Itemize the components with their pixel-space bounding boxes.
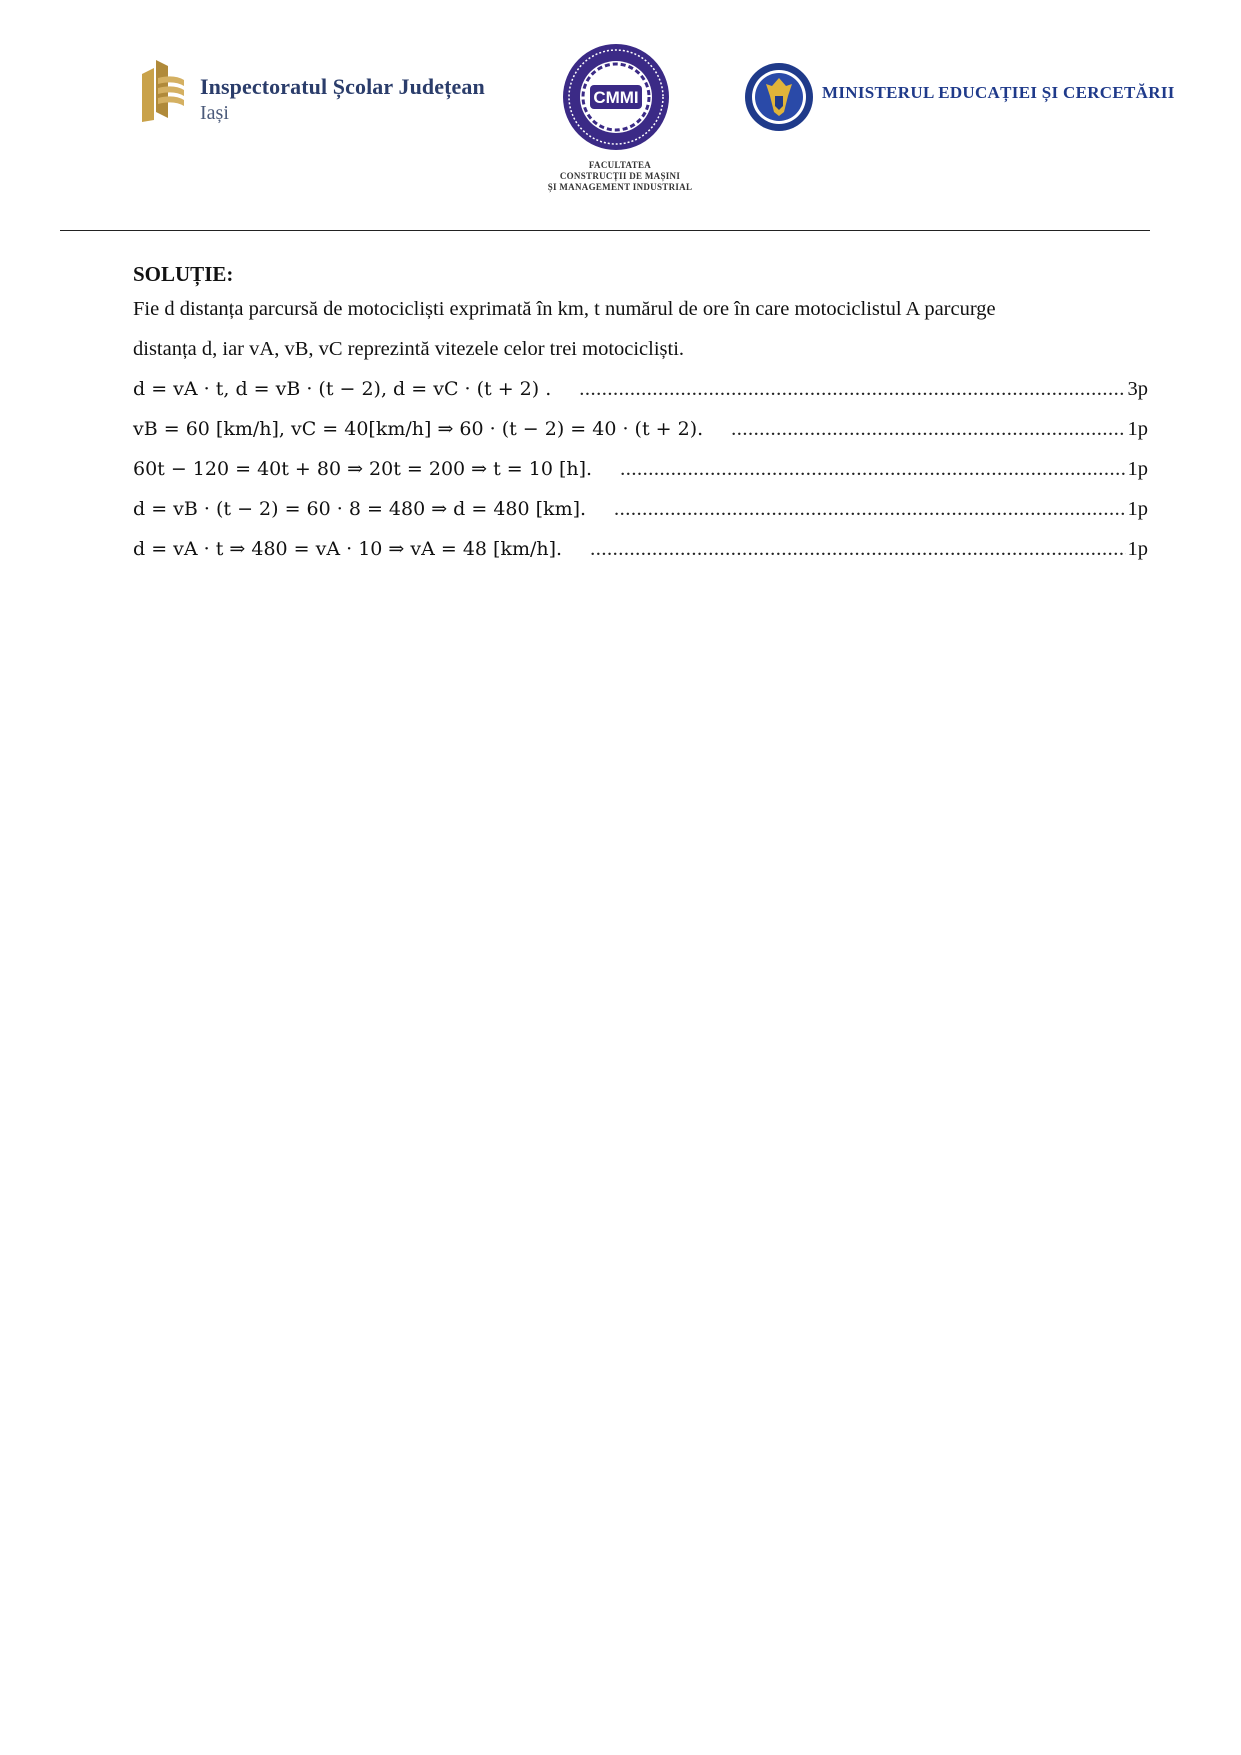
step-points: 1p bbox=[1127, 538, 1148, 560]
inspectorate-logo-icon bbox=[138, 58, 188, 124]
faculty-line-2: CONSTRUCȚII DE MAȘINI bbox=[559, 171, 681, 181]
step-expression: 60t − 120 = 40t + 80 ⇒ 20t = 200 ⇒ t = 10 [h]. bbox=[133, 458, 593, 480]
cmmi-seal-text: CMMI bbox=[593, 88, 639, 107]
step-expression: vB = 60 [km/h], vC = 40[km/h] ⇒ 60 · (t − 2) = 40 · (t + 2). bbox=[133, 418, 704, 440]
cmmi-seal-logo bbox=[560, 42, 672, 152]
step-expression: d = vB · (t − 2) = 60 · 8 = 480 ⇒ d = 480 [km]. bbox=[133, 498, 587, 520]
ministry-name: MINISTERUL EDUCAȚIEI ȘI CERCETĂRII bbox=[822, 83, 1175, 102]
inspectorate-city: Iași bbox=[200, 102, 229, 124]
faculty-name bbox=[520, 160, 720, 193]
solution-step-2 bbox=[133, 418, 1148, 441]
faculty-line-3: ȘI MANAGEMENT INDUSTRIAL bbox=[547, 182, 693, 192]
leader-dots bbox=[620, 458, 1125, 481]
step-points: 1p bbox=[1127, 458, 1148, 480]
step-points: 1p bbox=[1127, 418, 1148, 440]
leader-dots bbox=[590, 538, 1125, 561]
intro-line-1: Fie d distanța parcursă de motocicliști exprimată în km, t numărul de ore în care motociclistul A parcurge bbox=[133, 298, 996, 320]
step-points: 3p bbox=[1127, 378, 1148, 400]
step-expression: d = vA · t ⇒ 480 = vA · 10 ⇒ vA = 48 [km/h]. bbox=[133, 538, 563, 560]
intro-line-2: distanța d, iar vA, vB, vC reprezintă vitezele celor trei motocicliști. bbox=[133, 338, 685, 360]
government-emblem-icon bbox=[744, 62, 814, 132]
leader-dots bbox=[614, 498, 1125, 521]
solution-step-5 bbox=[133, 538, 1148, 561]
inspectorate-name: Inspectoratul Școlar Județean bbox=[200, 74, 485, 99]
faculty-line-1: FACULTATEA bbox=[588, 160, 652, 170]
leader-dots bbox=[579, 378, 1125, 401]
solution-step-1 bbox=[133, 378, 1148, 401]
step-expression: d = vA · t, d = vB · (t − 2), d = vC · (t + 2) . bbox=[133, 378, 552, 400]
header-divider bbox=[60, 230, 1150, 231]
leader-dots bbox=[731, 418, 1125, 441]
solution-heading: SOLUȚIE: bbox=[133, 262, 234, 286]
step-points: 1p bbox=[1127, 498, 1148, 520]
solution-step-3 bbox=[133, 458, 1148, 481]
solution-step-4 bbox=[133, 498, 1148, 521]
